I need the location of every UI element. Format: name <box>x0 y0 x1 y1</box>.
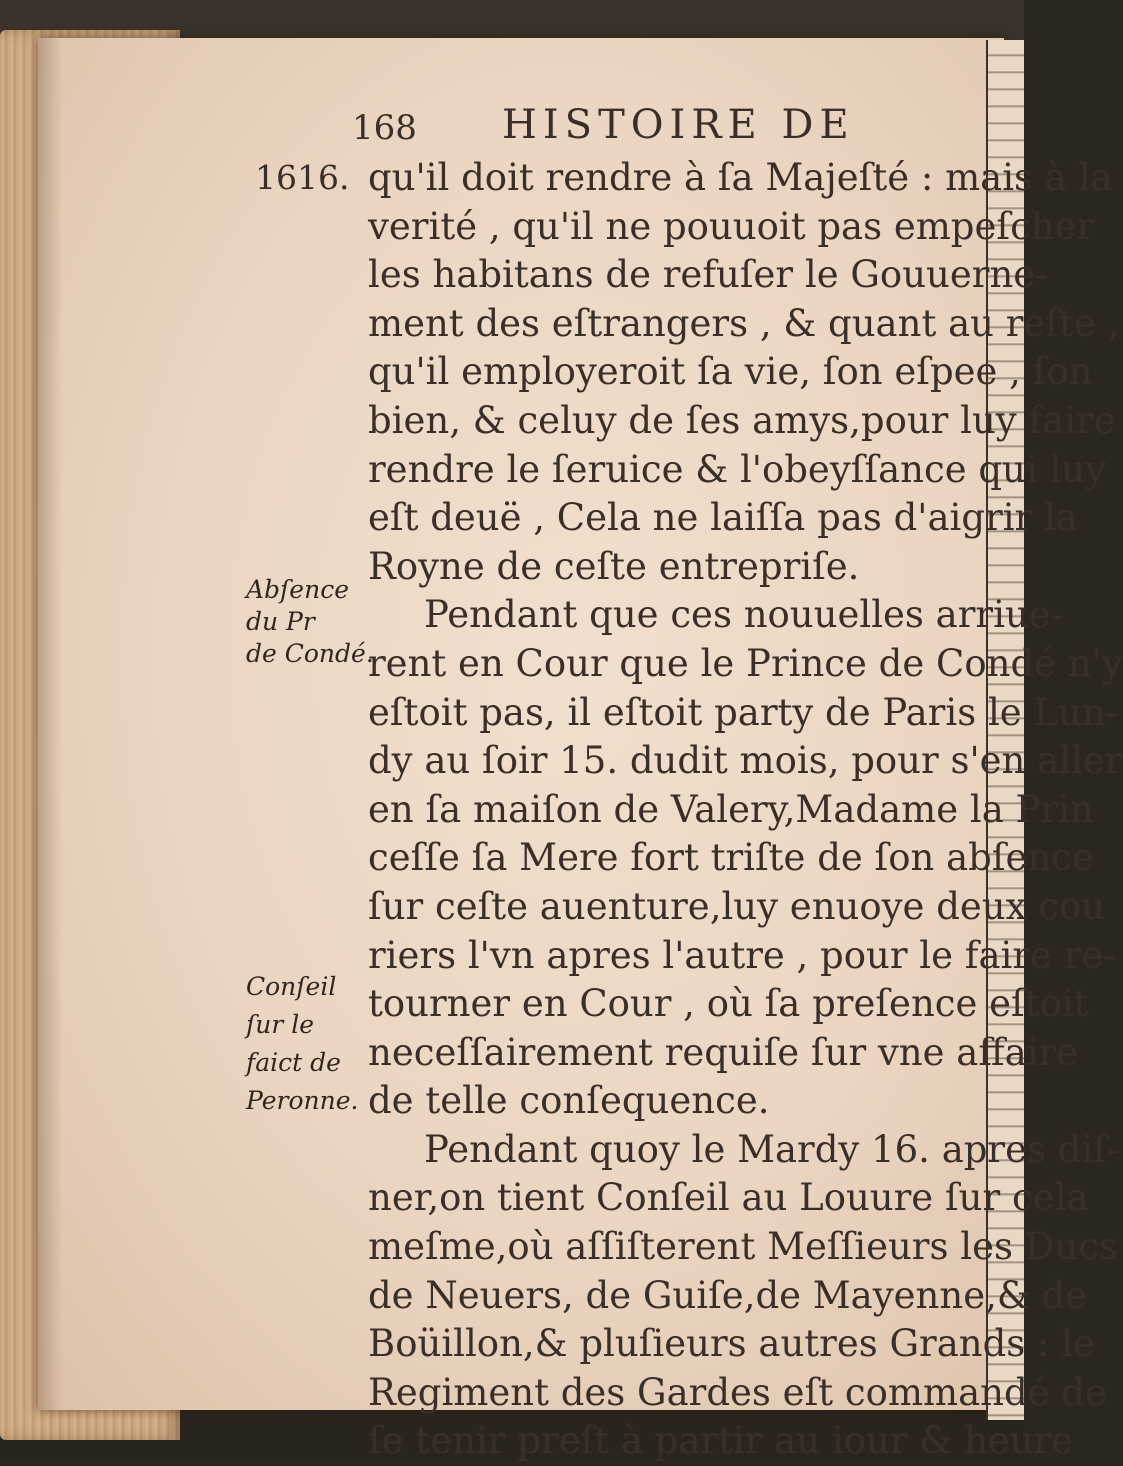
text-line: les habitans de refuſer le Gouuerne- <box>368 253 1048 297</box>
text-line: Royne de ceſte entrepriſe. <box>368 544 860 588</box>
running-title: HISTOIRE DE <box>502 102 855 148</box>
text-line: verité , qu'il ne pouuoit pas empeſcher <box>368 204 1095 248</box>
margin-note-line: Peronne. <box>246 1086 359 1115</box>
text-line: qu'il doit rendre à ſa Majeſté : mais à la <box>368 156 1113 199</box>
margin-note-conseil <box>246 968 358 1120</box>
text-line: dy au ſoir 15. dudit mois, pour s'en aller <box>368 739 1123 783</box>
paragraph-start-line: Pendant que ces nouuelles arriue- <box>424 593 1064 637</box>
text-line: de telle conſequence. <box>368 1079 770 1123</box>
body-text <box>368 154 1123 1466</box>
text-line: Regiment des Gardes eſt commandé de <box>368 1370 1107 1414</box>
text-line: neceſſairement requiſe ſur vne affaire <box>368 1030 1079 1074</box>
text-line: rendre le ſeruice & l'obeyſſance qui luy <box>368 447 1107 491</box>
text-line: ceſſe ſa Mere fort triſte de ſon abſence <box>368 836 1094 880</box>
margin-note-line: ſur le <box>246 1010 315 1039</box>
paragraph-start-line: Pendant quoy le Mardy 16. apres diſ- <box>424 1127 1120 1171</box>
running-header <box>352 102 912 152</box>
text-line: rent en Cour que le Prince de Condé n'y <box>368 641 1123 685</box>
text-line: de Neuers, de Guiſe,de Mayenne,& de <box>368 1273 1088 1317</box>
margin-note-absence <box>246 574 374 670</box>
text-line: qu'il employeroit ſa vie, ſon eſpee , ſon <box>368 350 1093 394</box>
text-line: eſt deuë , Cela ne laiſſa pas d'aigrir la <box>368 496 1078 540</box>
page-gutter-shadow <box>38 38 62 1410</box>
margin-note-line: faict de <box>246 1048 341 1077</box>
text-line: tourner en Cour , où ſa preſence eſtoit <box>368 982 1089 1026</box>
text-line: ner,on tient Conſeil au Louure ſur cela <box>368 1176 1089 1220</box>
text-line: bien, & celuy de ſes amys,pour luy faire <box>368 398 1116 442</box>
margin-note-line: Conſeil <box>246 972 337 1001</box>
text-line: en ſa maiſon de Valery,Madame la Prin <box>368 787 1094 831</box>
margin-year: 1616. <box>255 158 350 197</box>
text-line: meſme,où aſſiſterent Meſſieurs les Ducs <box>368 1225 1118 1269</box>
margin-note-line: Abſence <box>246 575 350 604</box>
margin-note-line: de Condé. <box>246 639 374 668</box>
text-line: ſur ceſte auenture,luy enuoye deux cou <box>368 884 1106 928</box>
margin-note-line: du Pr <box>246 607 315 636</box>
text-line: ment des eſtrangers , & quant au reſte , <box>368 301 1120 345</box>
text-line: ſe tenir preſt à partir au iour & heure <box>368 1419 1074 1463</box>
text-line: eſtoit pas, il eſtoit party de Paris le Lun- <box>368 690 1119 734</box>
text-line: Boüillon,& pluſieurs autres Grands : le <box>368 1322 1096 1366</box>
text-line: riers l'vn apres l'autre , pour le faire re- <box>368 933 1116 977</box>
page-number: 168 <box>352 108 417 148</box>
